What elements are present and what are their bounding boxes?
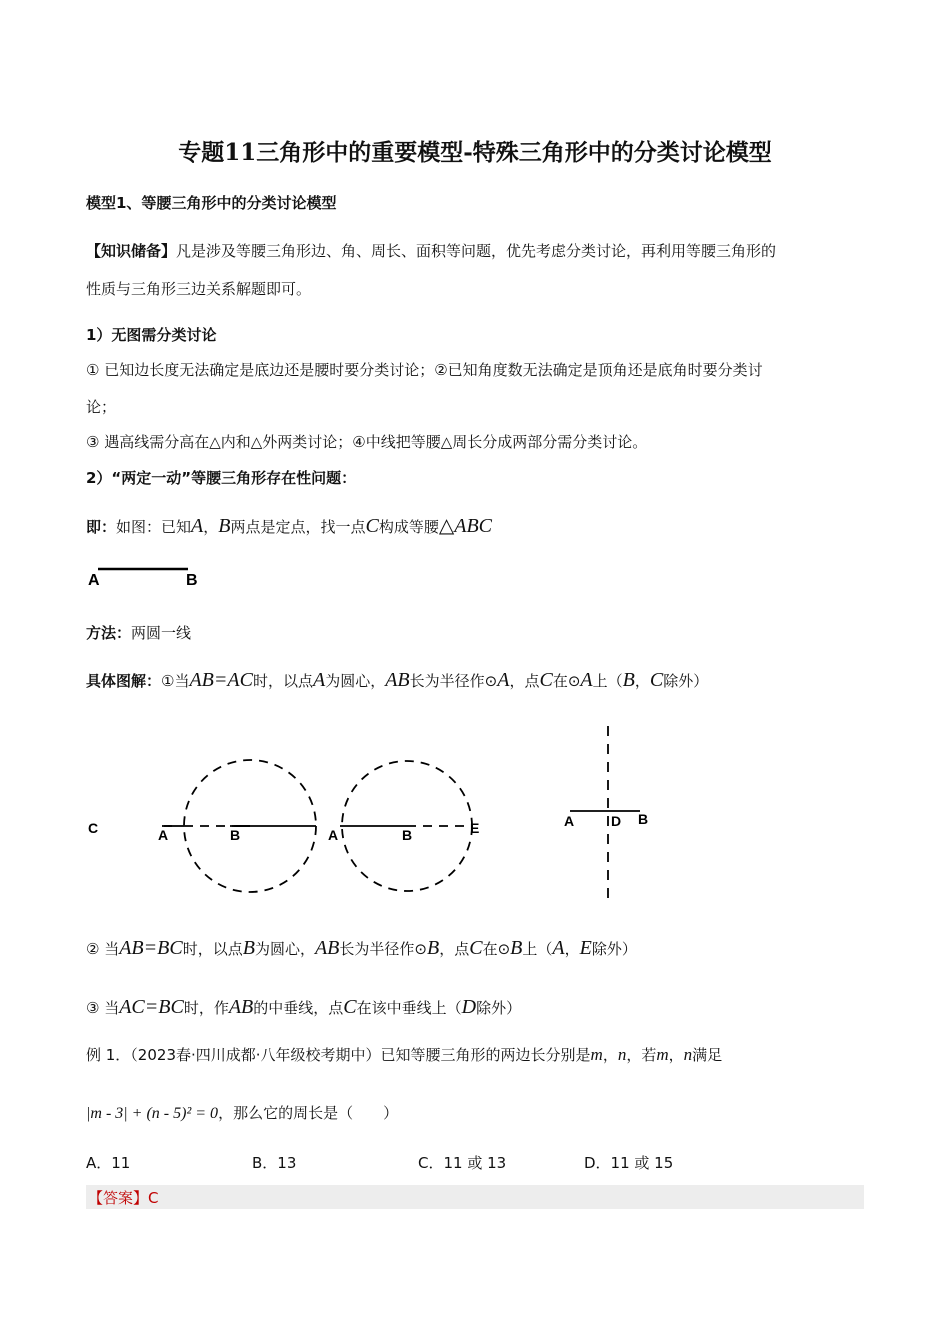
case3-C: C [343, 996, 357, 1018]
model1-heading: 模型1、等腰三角形中的分类讨论模型 [86, 194, 337, 212]
case2-A: A [552, 937, 565, 959]
example1-c1: ， [602, 1046, 618, 1064]
case2-p5: ，点 [439, 940, 470, 958]
case2-p9: 除外） [591, 940, 637, 958]
answer-bar [86, 1185, 864, 1209]
case2-p8: ， [564, 940, 580, 958]
case1-p1: ①当 [161, 672, 190, 690]
option-d: D．11 或 15 [584, 1154, 674, 1172]
case2-B3: B [510, 937, 523, 959]
example1-n2: n [683, 1045, 693, 1064]
option-b: B．13 [252, 1154, 297, 1172]
case2-p6: 在⊙ [482, 940, 511, 958]
case1-p9: 除外） [663, 672, 709, 690]
example1-t4: ，那么它的周长是（ ） [218, 1104, 399, 1122]
case1-line [86, 670, 708, 691]
case2-eq: AB=BC [119, 937, 183, 959]
case3-line [86, 997, 521, 1018]
fig1-label-b: B [230, 827, 241, 843]
math-A: A [191, 515, 204, 537]
intro-text2: 两点是定点，找一点 [230, 518, 366, 536]
section1-item1a: ① 已知边长度无法确定是底边还是腰时要分类讨论；②已知角度数无法确定是顶角还是底角时要分类讨 [86, 361, 763, 379]
case2-p2: 时，以点 [182, 940, 243, 958]
section2-intro [86, 516, 492, 537]
case3-p5: 除外） [476, 999, 522, 1017]
example1-m2: m [656, 1045, 669, 1064]
case2-C: C [469, 937, 483, 959]
figure-perpendicular-bisector [564, 726, 648, 900]
figure-circle-b [328, 761, 479, 891]
case2-p3: 为圆心， [254, 940, 315, 958]
example1-line1 [86, 1045, 722, 1065]
fig1-label-c: C [88, 820, 99, 836]
intro-comma: ， [203, 518, 219, 536]
example1-m: m [590, 1045, 603, 1064]
section1-heading: 1）无图需分类讨论 [86, 326, 217, 344]
case3-p4: 在该中垂线上（ [356, 999, 462, 1017]
case3-eq: AC=BC [119, 996, 184, 1018]
case3-p3: 的中垂线，点 [253, 999, 344, 1017]
case3-p1: ③ 当 [86, 999, 120, 1017]
method-text: 两圆一线 [131, 624, 192, 642]
knowledge-line1 [86, 241, 776, 261]
case3-p2: 时，作 [183, 999, 229, 1017]
case1-p8: ， [634, 672, 650, 690]
case2-E: E [579, 937, 592, 959]
case1-p3: 为圆心， [325, 672, 386, 690]
case3-AB: AB [228, 996, 254, 1018]
case1-A3: A [580, 669, 593, 691]
case2-B2: B [426, 937, 440, 959]
section1-item2: ③ 遇高线需分高在△内和△外两类讨论；④中线把等腰△周长分成两部分需分类讨论。 [86, 433, 648, 451]
math-triangle: △ [438, 515, 455, 537]
segment-label-a: A [88, 572, 100, 589]
case3-D: D [461, 996, 477, 1018]
answer-text: 【答案】C [88, 1189, 159, 1207]
fig3-label-d: D [611, 813, 622, 829]
case1-p4: 长为半径作⊙ [409, 672, 498, 690]
method-label: 方法： [86, 624, 132, 642]
case1-B: B [622, 669, 635, 691]
case2-p7: 上（ [522, 940, 553, 958]
example1-n: n [617, 1045, 627, 1064]
knowledge-text1: 凡是涉及等腰三角形边、角、周长、面积等问题，优先考虑分类讨论，再利用等腰三角形的 [176, 242, 777, 260]
section1-item1b: 论； [86, 398, 117, 416]
case2-line [86, 938, 637, 959]
segment-ab-figure [86, 560, 216, 592]
fig2-label-b: B [402, 827, 413, 843]
option-c: C．11 或 13 [418, 1154, 507, 1172]
case2-AB: AB [314, 937, 340, 959]
math-B: B [218, 515, 231, 537]
example1-c2: ， [668, 1046, 684, 1064]
case1-p5: ，点 [509, 672, 540, 690]
intro-text1: 如图：已知 [116, 518, 192, 536]
circle-figures [80, 720, 700, 910]
fig1-label-a: A [158, 827, 169, 843]
case1-p2: 时，以点 [252, 672, 313, 690]
fig2-label-e: E [470, 820, 480, 836]
example1-formula: |m - 3| + (n - 5)² = 0 [86, 1105, 219, 1122]
segment-label-b: B [186, 572, 198, 589]
section2-heading: 2）“两定一动”等腰三角形存在性问题： [86, 469, 357, 487]
case1-eq: AB=AC [189, 669, 253, 691]
case1-A: A [312, 669, 326, 691]
intro-label: 即： [86, 518, 117, 536]
case1-C: C [539, 669, 553, 691]
page-title: 专题11三角形中的重要模型-特殊三角形中的分类讨论模型 [178, 139, 772, 166]
case2-B: B [242, 937, 255, 959]
method-line [86, 623, 191, 643]
example1-line2 [86, 1103, 398, 1124]
example1-t3: 满足 [692, 1046, 723, 1064]
math-C: C [365, 515, 379, 537]
case1-label: 具体图解： [86, 672, 162, 690]
option-a: A．11 [86, 1154, 131, 1172]
fig3-label-b: B [638, 811, 649, 827]
intro-text3: 构成等腰 [378, 518, 439, 536]
case1-AB: AB [385, 669, 410, 691]
knowledge-line2: 性质与三角形三边关系解题即可。 [86, 280, 312, 298]
case1-p6: 在⊙ [552, 672, 581, 690]
case1-A2: A [497, 669, 510, 691]
math-ABC: ABC [454, 515, 493, 537]
case2-p4: 长为半径作⊙ [339, 940, 427, 958]
case1-C2: C [649, 669, 664, 691]
example1-t1: 例 1．（2023春·四川成都·八年级校考期中）已知等腰三角形的两边长分别是 [86, 1046, 591, 1064]
example1-t2: ，若 [626, 1046, 657, 1064]
figure-circle-a [88, 760, 316, 892]
case1-p7: 上（ [592, 672, 623, 690]
case2-p1: ② 当 [86, 940, 120, 958]
fig2-label-a: A [328, 827, 339, 843]
knowledge-label: 【知识储备】 [86, 242, 177, 260]
fig3-label-a: A [564, 813, 575, 829]
